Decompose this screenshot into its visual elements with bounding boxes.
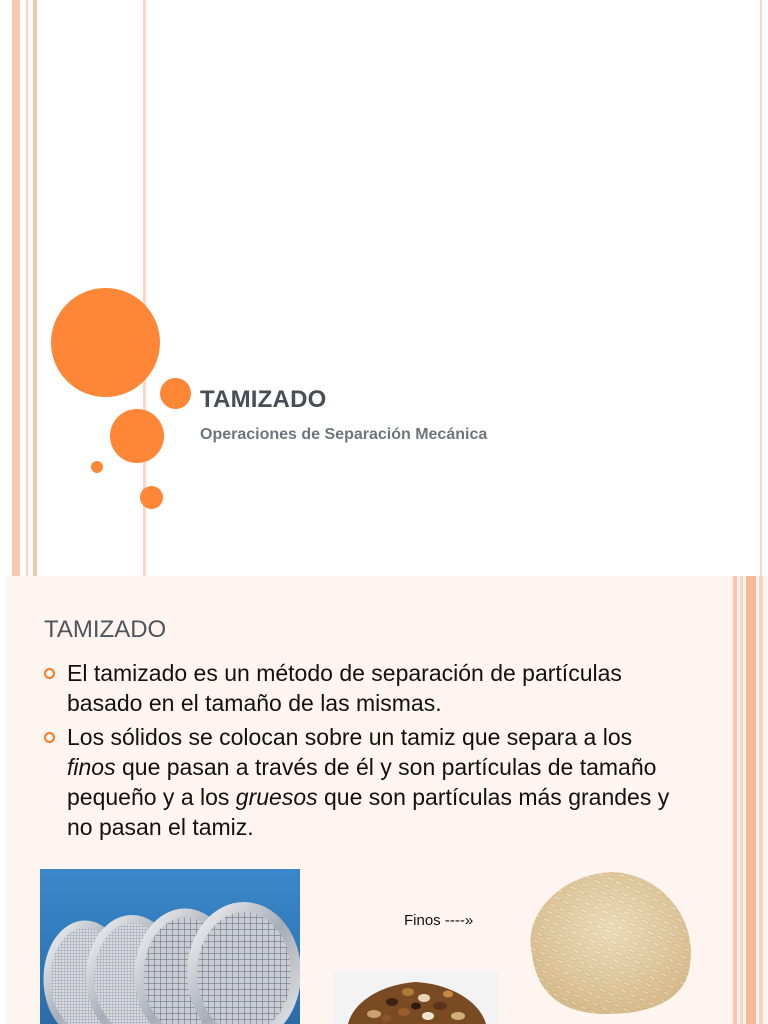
bullet-text-segment: que son partículas más grandes y no pasan el tamiz. [67,784,670,840]
decorative-stripe [26,0,28,576]
decorative-circle-tiny [91,461,103,473]
decorative-stripe [740,576,743,1024]
bullet-text-segment: Los sólidos se colocan sobre un tamiz que separa a los [67,724,633,750]
decorative-circle-small [160,378,191,409]
decorative-circle-small [140,486,163,509]
slide-subtitle: Operaciones de Separación Mecánica [200,426,488,443]
bullet-text: El tamizado es un método de separación de partículas basado en el tamaño de las mismas. [67,660,622,716]
decorative-stripe [760,0,762,576]
decorative-stripe [0,576,6,1024]
decorative-stripe [746,576,756,1024]
bullet-item [44,722,684,842]
decorative-stripe [12,0,20,576]
finos-label: Finos ----» [404,912,474,929]
bullet-list [44,658,684,846]
decorative-circle-medium [110,409,164,463]
beans-photo [334,970,498,1024]
bullet-ring-icon [44,668,55,679]
bullet-text-segment: que pasan a través de él y son partículas de tamaño pequeño y a los [67,754,657,810]
bullet-item [44,658,684,718]
bullet-text-italic-gruesos: gruesos [235,784,318,810]
rice-photo [512,864,702,1019]
bullet-text-italic-finos: finos [67,754,116,780]
slide-title: TAMIZADO [200,386,327,413]
decorative-stripe [733,576,737,1024]
content-heading: TAMIZADO [44,616,167,643]
decorative-stripe [759,576,763,1024]
bullet-ring-icon [44,732,55,743]
decorative-circle-large [51,288,160,397]
content-slide [0,576,768,1024]
decorative-stripe [33,0,37,576]
sieves-photo [40,869,300,1024]
